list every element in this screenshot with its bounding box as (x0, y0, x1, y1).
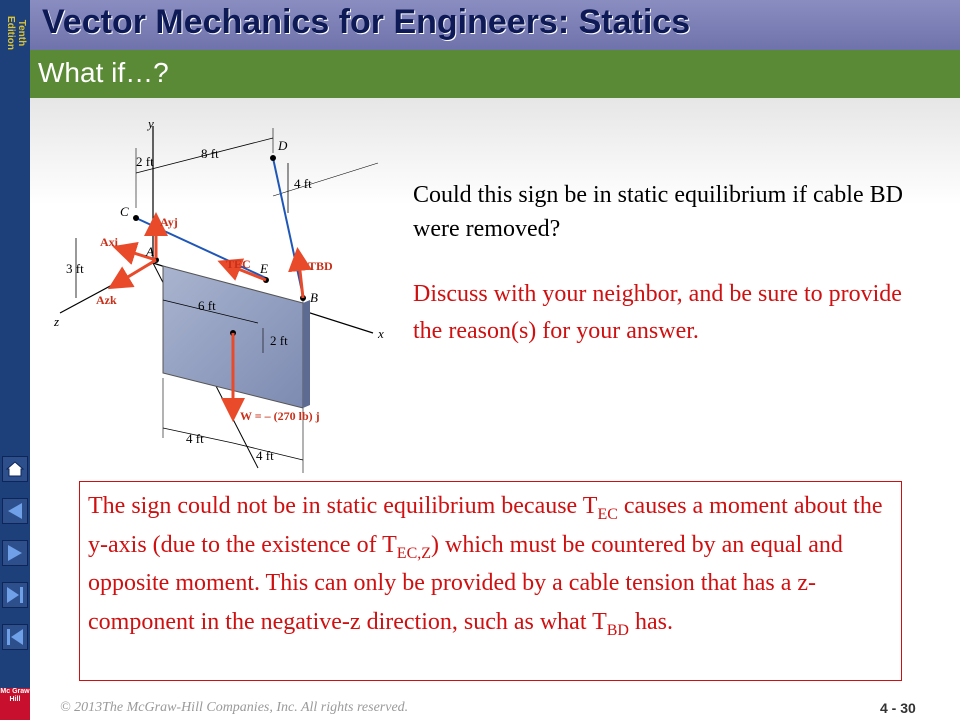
answer-sub-2: EC,Z (396, 544, 432, 562)
point-B: B (310, 290, 318, 305)
dim-8ft: 8 ft (201, 146, 219, 161)
left-arrow-icon (3, 499, 27, 523)
answer-sub-1: EC (597, 505, 618, 523)
point-C: C (120, 204, 129, 219)
first-slide-button[interactable] (2, 624, 28, 650)
discuss-prompt: Discuss with your neighbor, and be sure to provide the reason(s) for your answer. (413, 281, 902, 344)
force-Axi: Axi (100, 235, 118, 249)
axis-y-label: y (148, 116, 154, 131)
point-A: A (146, 244, 154, 259)
dim-4ft-bottom-2: 4 ft (256, 448, 274, 463)
point-D: D (278, 138, 288, 153)
point-E: E (260, 261, 268, 276)
previous-button[interactable] (2, 498, 28, 524)
slide-title: What if…? (38, 57, 169, 88)
sidebar (0, 0, 30, 720)
course-title: Vector Mechanics for Engineers: Statics (42, 3, 691, 41)
weight-label: W = – (270 lb) j (240, 409, 320, 423)
dim-2ft-mid: 2 ft (270, 333, 288, 348)
next-button[interactable] (2, 540, 28, 566)
right-arrow-icon (3, 541, 27, 565)
dim-4ft-bottom-1: 4 ft (186, 431, 204, 446)
last-slide-button[interactable] (2, 582, 28, 608)
answer-box (79, 481, 902, 681)
force-Azk: Azk (96, 293, 117, 307)
copyright-text: © 2013The McGraw-Hill Companies, Inc. All rights reserved. (60, 700, 409, 715)
page-number: 4 - 30 (880, 700, 916, 716)
title-bar (30, 0, 960, 50)
axis-x-label: x (378, 326, 384, 341)
home-button[interactable] (2, 456, 28, 482)
answer-part-4: has. (628, 608, 673, 635)
axis-z-label: z (54, 314, 60, 329)
dim-3ft: 3 ft (66, 261, 84, 276)
sign-free-body-diagram (48, 108, 388, 473)
answer-part-3: ) which must be countered by an equal and opposite moment. This can only be provided by a cable tension that has a z-component in the negative-z direction, such as what T (88, 531, 843, 635)
force-Ayj: Ayj (160, 215, 178, 229)
edition-label (1, 2, 29, 62)
slide-title-bar (30, 50, 960, 98)
home-icon (3, 457, 27, 481)
edition-text: Tenth Edition (5, 16, 27, 50)
dim-2ft-top: 2 ft (136, 154, 154, 169)
skip-back-icon (3, 625, 27, 649)
question-text: Could this sign be in static equilibrium if cable BD were removed? (413, 182, 903, 242)
answer-part-2: causes a moment about the y-axis (due to the existence of T (88, 493, 883, 558)
answer-part-1: The sign could not be in static equilibrium because T (88, 493, 598, 519)
answer-sub-3: BD (606, 621, 629, 639)
skip-forward-icon (3, 583, 27, 607)
force-TEC: TEC (226, 257, 251, 271)
dim-6ft: 6 ft (198, 298, 216, 313)
dim-4ft-right: 4 ft (294, 176, 312, 191)
force-TBD: TBD (308, 259, 333, 273)
mcgraw-hill-logo: Mc Graw Hill (0, 688, 30, 720)
